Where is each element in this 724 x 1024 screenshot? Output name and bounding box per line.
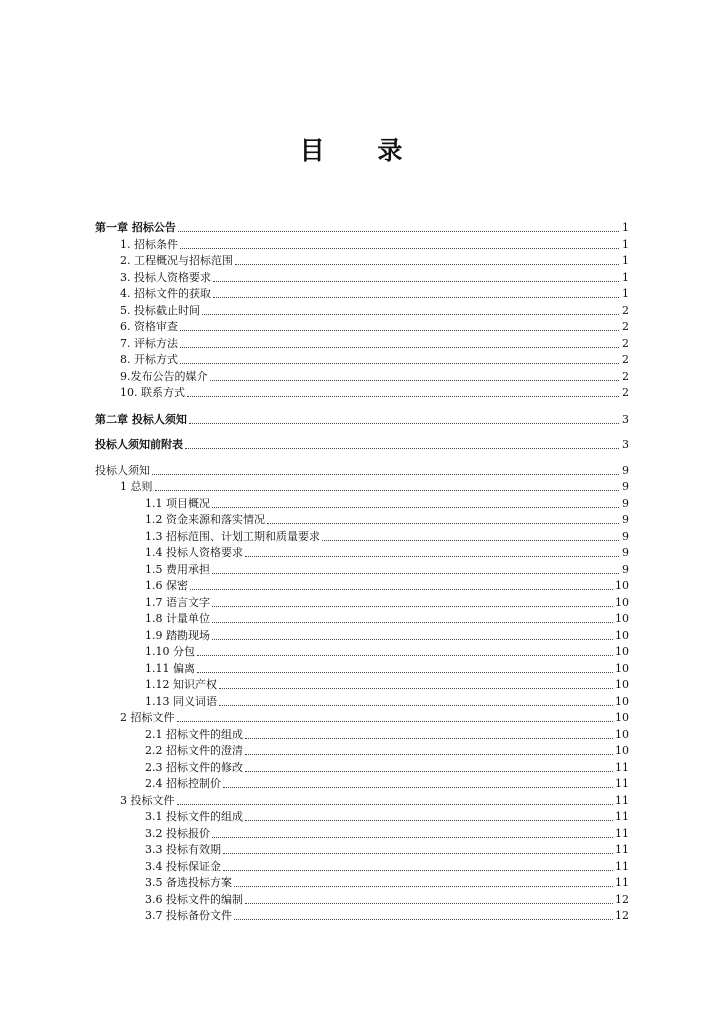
toc-page-number: 9	[622, 529, 629, 543]
toc-page-number: 2	[622, 353, 629, 366]
toc-page-number: 11	[615, 777, 629, 790]
toc-entry-label: 投标人须知前附表	[95, 438, 183, 451]
toc-entry[interactable]	[120, 368, 629, 384]
toc-entry-label: 第二章 投标人须知	[95, 412, 187, 426]
toc-leader-dots	[267, 523, 619, 524]
toc-entry[interactable]	[145, 693, 629, 709]
toc-entry[interactable]	[145, 660, 629, 676]
toc-entry[interactable]	[95, 462, 629, 478]
toc-leader-dots	[180, 330, 619, 331]
toc-leader-dots	[178, 231, 619, 232]
toc-entry[interactable]	[145, 627, 629, 643]
toc-page-number: 11	[615, 876, 629, 889]
toc-page-number: 1	[622, 254, 629, 267]
toc-leader-dots	[187, 396, 619, 397]
toc-leader-dots	[212, 622, 613, 623]
toc-entry-label: 1.4 投标人资格要求	[145, 546, 243, 559]
toc-entry[interactable]	[120, 252, 629, 268]
toc-entry[interactable]	[145, 825, 629, 841]
toc-entry-label: 1.9 踏勘现场	[145, 628, 210, 642]
toc-entry[interactable]	[145, 907, 629, 923]
toc-leader-dots	[197, 672, 613, 673]
toc-entry[interactable]	[145, 528, 629, 544]
toc-entry-label: 1.2 资金来源和落实情况	[145, 513, 265, 526]
toc-page-number: 11	[615, 793, 629, 807]
toc-leader-dots	[245, 903, 613, 904]
toc-page-number: 1	[622, 221, 629, 234]
toc-page-number: 10	[615, 711, 629, 724]
toc-leader-dots	[322, 540, 619, 541]
toc-leader-dots	[223, 853, 613, 854]
toc-entry-label: 9.发布公告的媒介	[120, 369, 208, 383]
table-of-contents	[95, 0, 629, 1024]
toc-entry-label: 1.10 分包	[145, 645, 195, 658]
toc-entry[interactable]	[95, 411, 629, 427]
toc-page-number: 10	[615, 727, 629, 741]
toc-page-number: 10	[615, 744, 629, 757]
toc-entry-label: 3.7 投标备份文件	[145, 909, 232, 922]
toc-entry[interactable]	[145, 676, 629, 692]
toc-page-number: 10	[615, 595, 629, 609]
toc-entry-label: 2.3 招标文件的修改	[145, 760, 243, 774]
toc-leader-dots	[219, 705, 613, 706]
toc-leader-dots	[235, 264, 619, 265]
toc-entry[interactable]	[120, 302, 629, 318]
toc-leader-dots	[197, 655, 613, 656]
toc-leader-dots	[152, 474, 619, 475]
toc-leader-dots	[177, 804, 614, 805]
toc-entry[interactable]	[120, 478, 629, 494]
toc-entry[interactable]	[120, 384, 629, 400]
toc-entry[interactable]	[145, 577, 629, 593]
toc-entry-label: 2. 工程概况与招标范围	[120, 254, 233, 267]
toc-entry[interactable]	[95, 219, 629, 235]
toc-entry-label: 3.1 投标文件的组成	[145, 810, 243, 823]
toc-leader-dots	[185, 448, 619, 449]
toc-page-number: 10	[615, 661, 629, 675]
toc-page-number: 2	[622, 336, 629, 350]
toc-page-number: 12	[615, 892, 629, 906]
toc-entry[interactable]	[145, 561, 629, 577]
toc-entry-label: 1 总则	[120, 480, 153, 493]
toc-leader-dots	[234, 919, 613, 920]
toc-leader-dots	[212, 639, 613, 640]
toc-page-number: 2	[622, 320, 629, 333]
toc-page-number: 10	[615, 694, 629, 708]
toc-page-number: 10	[615, 628, 629, 642]
toc-entry-label: 3.2 投标报价	[145, 826, 210, 840]
toc-entry-label: 1.13 同义词语	[145, 694, 217, 708]
page-title: 目 录	[299, 136, 425, 165]
toc-entry[interactable]	[120, 335, 629, 351]
toc-entry[interactable]	[145, 610, 629, 626]
toc-entry-label: 投标人须知	[95, 463, 150, 477]
toc-leader-dots	[212, 507, 619, 508]
toc-leader-dots	[213, 281, 619, 282]
toc-entry[interactable]	[120, 285, 629, 301]
toc-entry-label: 3.5 备选投标方案	[145, 876, 232, 889]
toc-entry[interactable]	[145, 874, 629, 890]
toc-entry-label: 6. 资格审查	[120, 320, 178, 333]
toc-entry-label: 1. 招标条件	[120, 237, 178, 251]
toc-entry[interactable]	[145, 643, 629, 659]
toc-entry-label: 3.3 投标有效期	[145, 843, 221, 856]
toc-entry-label: 1.12 知识产权	[145, 678, 217, 691]
toc-entry-label: 8. 开标方式	[120, 353, 178, 366]
toc-leader-dots	[245, 556, 619, 557]
toc-leader-dots	[212, 606, 613, 607]
toc-leader-dots	[180, 363, 619, 364]
toc-leader-dots	[189, 423, 619, 424]
toc-page-number: 10	[615, 579, 629, 592]
toc-entry-label: 3.4 投标保证金	[145, 859, 221, 873]
toc-entry-label: 2.2 招标文件的澄清	[145, 744, 243, 757]
toc-leader-dots	[213, 297, 619, 298]
toc-entry-label: 1.5 费用承担	[145, 562, 210, 576]
toc-entry-label: 1.1 项目概况	[145, 496, 210, 510]
toc-entry-label: 4. 招标文件的获取	[120, 287, 211, 300]
toc-leader-dots	[210, 380, 620, 381]
toc-page-number: 10	[615, 645, 629, 658]
toc-leader-dots	[223, 870, 613, 871]
toc-entry[interactable]	[120, 709, 629, 725]
toc-page-number: 11	[615, 760, 629, 774]
toc-page-number: 9	[622, 513, 629, 526]
toc-page-number: 1	[622, 237, 629, 251]
toc-leader-dots	[202, 314, 619, 315]
toc-entry-label: 3 投标文件	[120, 793, 175, 807]
toc-leader-dots	[155, 490, 620, 491]
toc-entry[interactable]	[120, 318, 629, 334]
toc-leader-dots	[212, 573, 619, 574]
toc-page-number: 11	[615, 810, 629, 823]
toc-entry[interactable]	[120, 269, 629, 285]
toc-leader-dots	[212, 837, 613, 838]
toc-page-number: 2	[622, 303, 629, 317]
toc-leader-dots	[219, 688, 613, 689]
toc-page-number: 1	[622, 287, 629, 300]
toc-page-number: 2	[622, 386, 629, 399]
toc-leader-dots	[177, 721, 614, 722]
toc-entry[interactable]	[145, 808, 629, 824]
toc-entry-label: 1.7 语言文字	[145, 595, 210, 609]
toc-entry-label: 3. 投标人资格要求	[120, 270, 211, 284]
toc-page-number: 11	[615, 843, 629, 856]
toc-entry[interactable]	[120, 351, 629, 367]
toc-page-number: 3	[622, 438, 629, 451]
toc-entry[interactable]	[145, 544, 629, 560]
toc-entry-label: 3.6 投标文件的编制	[145, 892, 243, 906]
toc-page-number: 10	[615, 612, 629, 625]
toc-leader-dots	[245, 738, 613, 739]
toc-entry-label: 2.4 招标控制价	[145, 777, 221, 790]
toc-entry[interactable]	[145, 594, 629, 610]
toc-leader-dots	[245, 754, 613, 755]
toc-page-number: 11	[615, 859, 629, 873]
toc-entry[interactable]	[145, 742, 629, 758]
toc-entry[interactable]	[145, 726, 629, 742]
toc-entry[interactable]	[145, 891, 629, 907]
toc-entry-label: 1.8 计量单位	[145, 612, 210, 625]
toc-page-number: 9	[622, 562, 629, 576]
toc-leader-dots	[234, 886, 613, 887]
toc-leader-dots	[245, 820, 613, 821]
toc-entry[interactable]	[145, 841, 629, 857]
toc-page-number: 9	[622, 546, 629, 559]
toc-page-number: 3	[622, 412, 629, 426]
toc-page-number: 9	[622, 480, 629, 493]
toc-entry[interactable]	[145, 511, 629, 527]
toc-entry-label: 10. 联系方式	[120, 386, 185, 399]
toc-page-number: 12	[615, 909, 629, 922]
toc-leader-dots	[190, 589, 613, 590]
toc-entry[interactable]	[120, 236, 629, 252]
toc-entry[interactable]	[95, 436, 629, 452]
toc-entry[interactable]	[145, 858, 629, 874]
toc-leader-dots	[223, 787, 613, 788]
toc-entry[interactable]	[145, 775, 629, 791]
toc-page-number: 9	[622, 496, 629, 510]
toc-page-number: 11	[615, 826, 629, 840]
toc-page-number: 2	[622, 369, 629, 383]
toc-page-number: 9	[622, 463, 629, 477]
toc-entry[interactable]	[145, 495, 629, 511]
toc-entry-label: 第一章 招标公告	[95, 221, 176, 234]
toc-entry-label: 1.3 招标范围、计划工期和质量要求	[145, 529, 320, 543]
toc-entry-label: 1.11 偏离	[145, 661, 195, 675]
toc-entry[interactable]	[120, 792, 629, 808]
toc-entry-label: 5. 投标截止时间	[120, 303, 200, 317]
toc-leader-dots	[180, 248, 619, 249]
toc-leader-dots	[245, 771, 613, 772]
toc-entry-label: 1.6 保密	[145, 579, 188, 592]
toc-entry[interactable]	[145, 759, 629, 775]
toc-page-number: 10	[615, 678, 629, 691]
toc-page-number: 1	[622, 270, 629, 284]
toc-entry-label: 2.1 招标文件的组成	[145, 727, 243, 741]
toc-entry-label: 7. 评标方法	[120, 336, 178, 350]
toc-entry-label: 2 招标文件	[120, 711, 175, 724]
toc-leader-dots	[180, 347, 619, 348]
